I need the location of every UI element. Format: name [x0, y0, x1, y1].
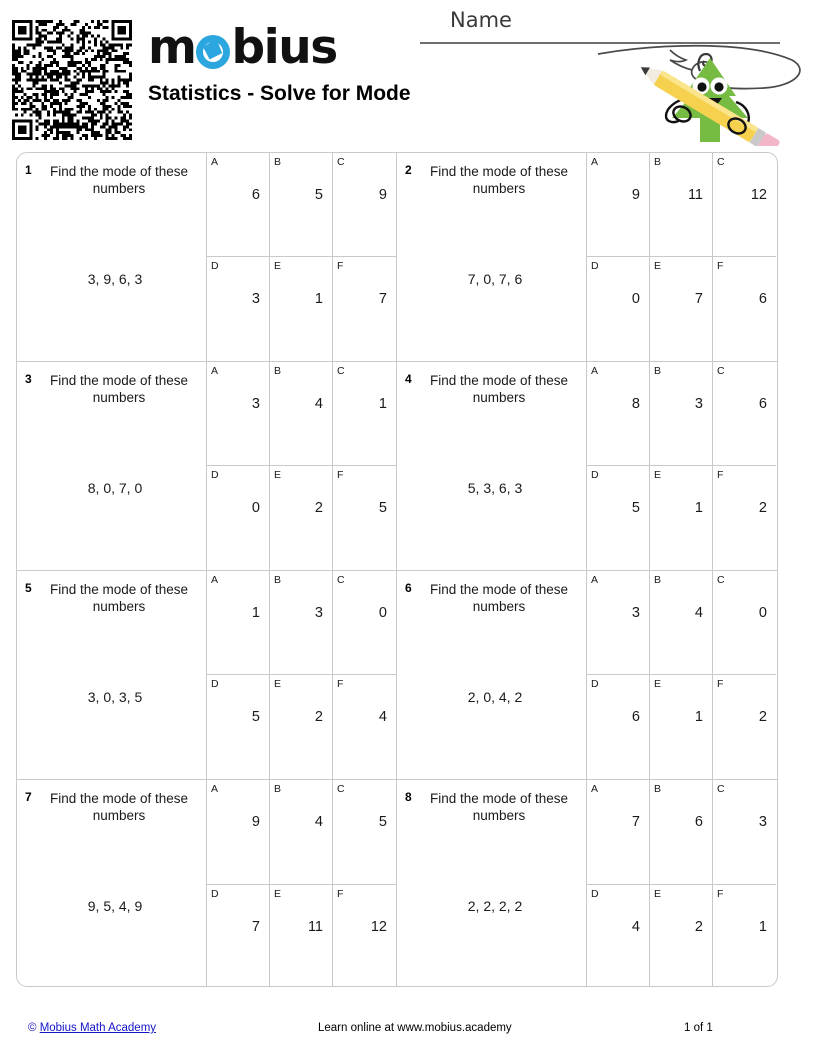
answer-choice-C[interactable] [333, 362, 396, 465]
answer-choice-value: 1 [694, 709, 703, 725]
answer-choice-row [207, 257, 396, 361]
answer-choice-letter: E [654, 887, 662, 900]
answer-choice-value: 3 [758, 814, 767, 830]
question-prompt-text: Find the mode of these numbers [49, 582, 189, 614]
answer-choice-B[interactable] [270, 153, 333, 256]
answer-choice-letter: D [211, 887, 219, 900]
answer-choice-C[interactable] [713, 362, 776, 465]
answer-choice-D[interactable] [207, 257, 270, 361]
answer-choice-value: 1 [378, 396, 387, 412]
question-number: 2 [405, 163, 412, 177]
answer-choice-A[interactable] [587, 362, 650, 465]
page-header [0, 0, 815, 145]
answer-choice-value: 5 [314, 187, 323, 203]
answer-choice-C[interactable] [713, 153, 776, 256]
answer-choice-letter: D [211, 260, 219, 272]
answer-choice-A[interactable] [207, 362, 270, 465]
answer-choice-letter: E [654, 469, 662, 481]
answer-choice-letter: D [211, 678, 219, 690]
answer-choice-letter: D [591, 469, 599, 481]
answer-choice-B[interactable] [270, 780, 333, 884]
question-prompt-column [397, 153, 587, 361]
answer-choice-F[interactable] [333, 466, 396, 570]
answer-choice-value: 11 [687, 187, 703, 203]
question-number: 4 [405, 372, 412, 386]
answer-choice-D[interactable] [587, 466, 650, 570]
question-prompt-column [397, 780, 587, 987]
answer-choice-value: 12 [750, 187, 767, 203]
answer-choice-value: 0 [758, 605, 767, 621]
answer-choice-E[interactable] [270, 466, 333, 570]
answer-choice-letter: D [211, 469, 219, 481]
answer-choice-value: 12 [370, 918, 387, 935]
answer-choice-letter: F [337, 678, 344, 690]
answer-choices [207, 153, 396, 361]
answer-choice-letter: C [337, 574, 345, 586]
footer-page-indicator: 1 of 1 [684, 1022, 713, 1034]
answer-choice-A[interactable] [587, 153, 650, 256]
answer-choice-B[interactable] [650, 362, 713, 465]
qr-code-icon[interactable] [12, 20, 132, 140]
answer-choice-E[interactable] [650, 885, 713, 988]
answer-choice-letter: D [591, 887, 599, 900]
question-row [17, 780, 777, 987]
answer-choice-letter: B [274, 365, 282, 377]
answer-choice-D[interactable] [587, 257, 650, 361]
answer-choices [587, 571, 776, 779]
mobius-math-academy-link[interactable]: Mobius Math Academy [39, 1022, 157, 1034]
answer-choice-letter: F [717, 678, 724, 690]
answer-choice-B[interactable] [650, 571, 713, 674]
answer-choice-value: 3 [314, 605, 323, 621]
answer-choice-value: 3 [631, 605, 640, 621]
answer-choice-letter: F [337, 887, 344, 900]
answer-choice-D[interactable] [587, 675, 650, 779]
brand-block [148, 22, 428, 106]
logo-text-pre: m [148, 20, 196, 75]
answer-choice-value: 1 [694, 500, 703, 516]
answer-choice-F[interactable] [713, 885, 776, 988]
answer-choice-row [587, 257, 776, 361]
answer-choice-A[interactable] [587, 571, 650, 674]
answer-choice-value: 4 [314, 396, 323, 412]
answer-choice-row [587, 780, 776, 885]
answer-choice-letter: C [717, 783, 725, 795]
answer-choice-D[interactable] [207, 885, 270, 988]
page-title: Statistics - Solve for Mode [148, 82, 411, 105]
answer-choices [587, 362, 776, 570]
question-row [17, 362, 777, 571]
question-number-list: 9, 5, 4, 9 [87, 898, 143, 914]
answer-choice-A[interactable] [207, 780, 270, 884]
answer-choice-letter: E [274, 887, 282, 900]
answer-choice-letter: C [337, 365, 345, 377]
answer-choice-value: 6 [694, 814, 703, 830]
answer-choice-value: 7 [694, 291, 703, 307]
answer-choices [207, 571, 396, 779]
answer-choice-letter: F [717, 260, 724, 272]
question-prompt-text: Find the mode of these numbers [49, 373, 189, 405]
answer-choice-letter: E [274, 469, 282, 481]
answer-choice-C[interactable] [333, 780, 396, 884]
answer-choice-F[interactable] [333, 675, 396, 779]
question-prompt-column [397, 362, 587, 570]
answer-choice-value: 1 [314, 291, 323, 307]
answer-choice-letter: E [654, 678, 662, 690]
answer-choice-value: 11 [307, 918, 323, 935]
answer-choice-E[interactable] [270, 885, 333, 988]
tree-mascot-with-pencil-icon [596, 18, 811, 146]
answer-choice-value: 4 [631, 918, 640, 935]
answer-choice-E[interactable] [650, 675, 713, 779]
answer-choice-row [587, 675, 776, 779]
answer-choice-letter: D [591, 260, 599, 272]
question-4 [397, 362, 777, 570]
question-number: 7 [25, 790, 32, 804]
question-prompt-text: Find the mode of these numbers [429, 582, 569, 614]
question-7 [17, 780, 397, 987]
answer-choice-value: 6 [758, 396, 767, 412]
answer-choice-row [587, 885, 776, 988]
answer-choice-letter: D [591, 678, 599, 690]
answer-choice-letter: F [337, 260, 344, 272]
answer-choice-row [207, 675, 396, 779]
question-number-list: 3, 0, 3, 5 [87, 689, 143, 705]
question-number-list: 2, 0, 4, 2 [467, 689, 523, 705]
answer-choice-letter: F [717, 887, 724, 900]
question-prompt-column [17, 153, 207, 361]
logo-text-post: bius [231, 20, 337, 75]
answer-choice-D[interactable] [207, 466, 270, 570]
answer-choice-letter: B [654, 365, 662, 377]
page-footer [0, 1022, 815, 1046]
answer-choice-B[interactable] [270, 362, 333, 465]
logo-o-icon [196, 35, 230, 69]
answer-choice-value: 0 [631, 291, 640, 307]
answer-choice-value: 6 [758, 291, 767, 307]
copyright-symbol: © [28, 1022, 37, 1034]
answer-choice-value: 0 [378, 605, 387, 621]
mobius-logo [148, 22, 428, 76]
answer-choice-value: 7 [631, 814, 640, 830]
answer-choice-value: 5 [378, 500, 387, 516]
question-prompt-text: Find the mode of these numbers [49, 164, 189, 196]
question-prompt-text: Find the mode of these numbers [429, 373, 569, 405]
question-number: 1 [25, 163, 32, 177]
question-prompt-text: Find the mode of these numbers [429, 791, 569, 823]
answer-choice-letter: E [274, 260, 282, 272]
answer-choice-letter: A [211, 156, 219, 168]
answer-choices [587, 153, 776, 361]
question-2 [397, 153, 777, 361]
answer-choice-letter: C [717, 156, 725, 168]
answer-choice-value: 2 [758, 709, 767, 725]
answer-choice-value: 1 [251, 605, 260, 621]
answer-choice-value: 7 [251, 918, 260, 935]
answer-choice-letter: C [337, 783, 345, 795]
answer-choice-D[interactable] [587, 885, 650, 988]
answer-choice-value: 6 [631, 709, 640, 725]
question-number: 8 [405, 790, 412, 804]
question-number-list: 8, 0, 7, 0 [87, 480, 143, 496]
answer-choice-row [207, 780, 396, 885]
question-prompt-column [17, 362, 207, 570]
question-5 [17, 571, 397, 779]
answer-choice-E[interactable] [650, 466, 713, 570]
answer-choice-row [207, 466, 396, 570]
answer-choice-C[interactable] [333, 153, 396, 256]
question-number-list: 3, 9, 6, 3 [87, 271, 143, 287]
answer-choice-value: 6 [251, 187, 260, 203]
question-row [17, 153, 777, 362]
answer-choice-B[interactable] [650, 780, 713, 884]
question-1 [17, 153, 397, 361]
question-row [17, 571, 777, 780]
answer-choice-A[interactable] [207, 571, 270, 674]
answer-choice-C[interactable] [713, 780, 776, 884]
answer-choice-value: 4 [314, 814, 323, 830]
answer-choice-row [587, 466, 776, 570]
answer-choice-letter: B [654, 156, 662, 168]
answer-choice-letter: A [211, 365, 219, 377]
answer-choices [587, 780, 776, 987]
answer-choice-F[interactable] [713, 257, 776, 361]
answer-choices [207, 362, 396, 570]
question-number: 6 [405, 581, 412, 595]
answer-choice-value: 3 [251, 396, 260, 412]
question-prompt-column [17, 571, 207, 779]
question-number: 5 [25, 581, 32, 595]
answer-choice-value: 2 [694, 918, 703, 935]
answer-choice-letter: C [717, 574, 725, 586]
answer-choice-E[interactable] [270, 257, 333, 361]
question-number: 3 [25, 372, 32, 386]
answer-choice-E[interactable] [650, 257, 713, 361]
answer-choice-F[interactable] [333, 885, 396, 988]
answer-choice-row [587, 362, 776, 466]
answer-choice-value: 9 [378, 187, 387, 203]
answer-choice-row [207, 885, 396, 988]
question-number-list: 7, 0, 7, 6 [467, 271, 523, 287]
answer-choice-letter: B [274, 574, 282, 586]
answer-choice-row [207, 153, 396, 257]
answer-choice-value: 5 [378, 814, 387, 830]
answer-choice-letter: A [591, 156, 599, 168]
answer-choice-value: 2 [314, 709, 323, 725]
answer-choice-value: 9 [251, 814, 260, 830]
footer-learn-online-text: Learn online at www.mobius.academy [318, 1022, 512, 1034]
answer-choice-letter: E [274, 678, 282, 690]
answer-choice-B[interactable] [650, 153, 713, 256]
answer-choice-value: 4 [378, 709, 387, 725]
answer-choice-letter: B [274, 156, 282, 168]
answer-choice-C[interactable] [333, 571, 396, 674]
answer-choice-C[interactable] [713, 571, 776, 674]
answer-choice-letter: A [591, 783, 599, 795]
answer-choice-D[interactable] [207, 675, 270, 779]
answer-choice-value: 5 [631, 500, 640, 516]
worksheet-grid [16, 152, 778, 987]
question-number-list: 5, 3, 6, 3 [467, 480, 523, 496]
answer-choice-letter: F [337, 469, 344, 481]
answer-choice-row [207, 571, 396, 675]
answer-choice-value: 0 [251, 500, 260, 516]
answer-choice-value: 2 [314, 500, 323, 516]
answer-choice-letter: A [211, 574, 219, 586]
answer-choice-value: 3 [694, 396, 703, 412]
answer-choice-value: 5 [251, 709, 260, 725]
answer-choice-row [587, 153, 776, 257]
question-8 [397, 780, 777, 987]
answer-choice-F[interactable] [713, 466, 776, 570]
answer-choices [207, 780, 396, 987]
answer-choice-letter: A [211, 783, 219, 795]
answer-choice-letter: C [717, 365, 725, 377]
question-prompt-text: Find the mode of these numbers [49, 791, 189, 823]
answer-choice-E[interactable] [270, 675, 333, 779]
question-prompt-column [397, 571, 587, 779]
answer-choice-letter: A [591, 574, 599, 586]
name-label: Name [450, 8, 512, 32]
answer-choice-value: 4 [694, 605, 703, 621]
answer-choice-A[interactable] [587, 780, 650, 884]
answer-choice-value: 9 [631, 187, 640, 203]
answer-choice-F[interactable] [713, 675, 776, 779]
answer-choice-letter: B [654, 574, 662, 586]
question-6 [397, 571, 777, 779]
answer-choice-letter: E [654, 260, 662, 272]
answer-choice-letter: F [717, 469, 724, 481]
answer-choice-B[interactable] [270, 571, 333, 674]
question-number-list: 2, 2, 2, 2 [467, 898, 523, 914]
answer-choice-row [207, 362, 396, 466]
answer-choice-letter: A [591, 365, 599, 377]
answer-choice-value: 1 [758, 918, 767, 935]
answer-choice-value: 2 [758, 500, 767, 516]
answer-choice-letter: B [654, 783, 662, 795]
question-prompt-column [17, 780, 207, 987]
footer-copyright [28, 1022, 156, 1034]
question-prompt-text: Find the mode of these numbers [429, 164, 569, 196]
answer-choice-F[interactable] [333, 257, 396, 361]
answer-choice-value: 3 [251, 291, 260, 307]
answer-choice-letter: C [337, 156, 345, 168]
answer-choice-letter: B [274, 783, 282, 795]
answer-choice-value: 7 [378, 291, 387, 307]
answer-choice-row [587, 571, 776, 675]
answer-choice-A[interactable] [207, 153, 270, 256]
answer-choice-value: 8 [631, 396, 640, 412]
question-3 [17, 362, 397, 570]
